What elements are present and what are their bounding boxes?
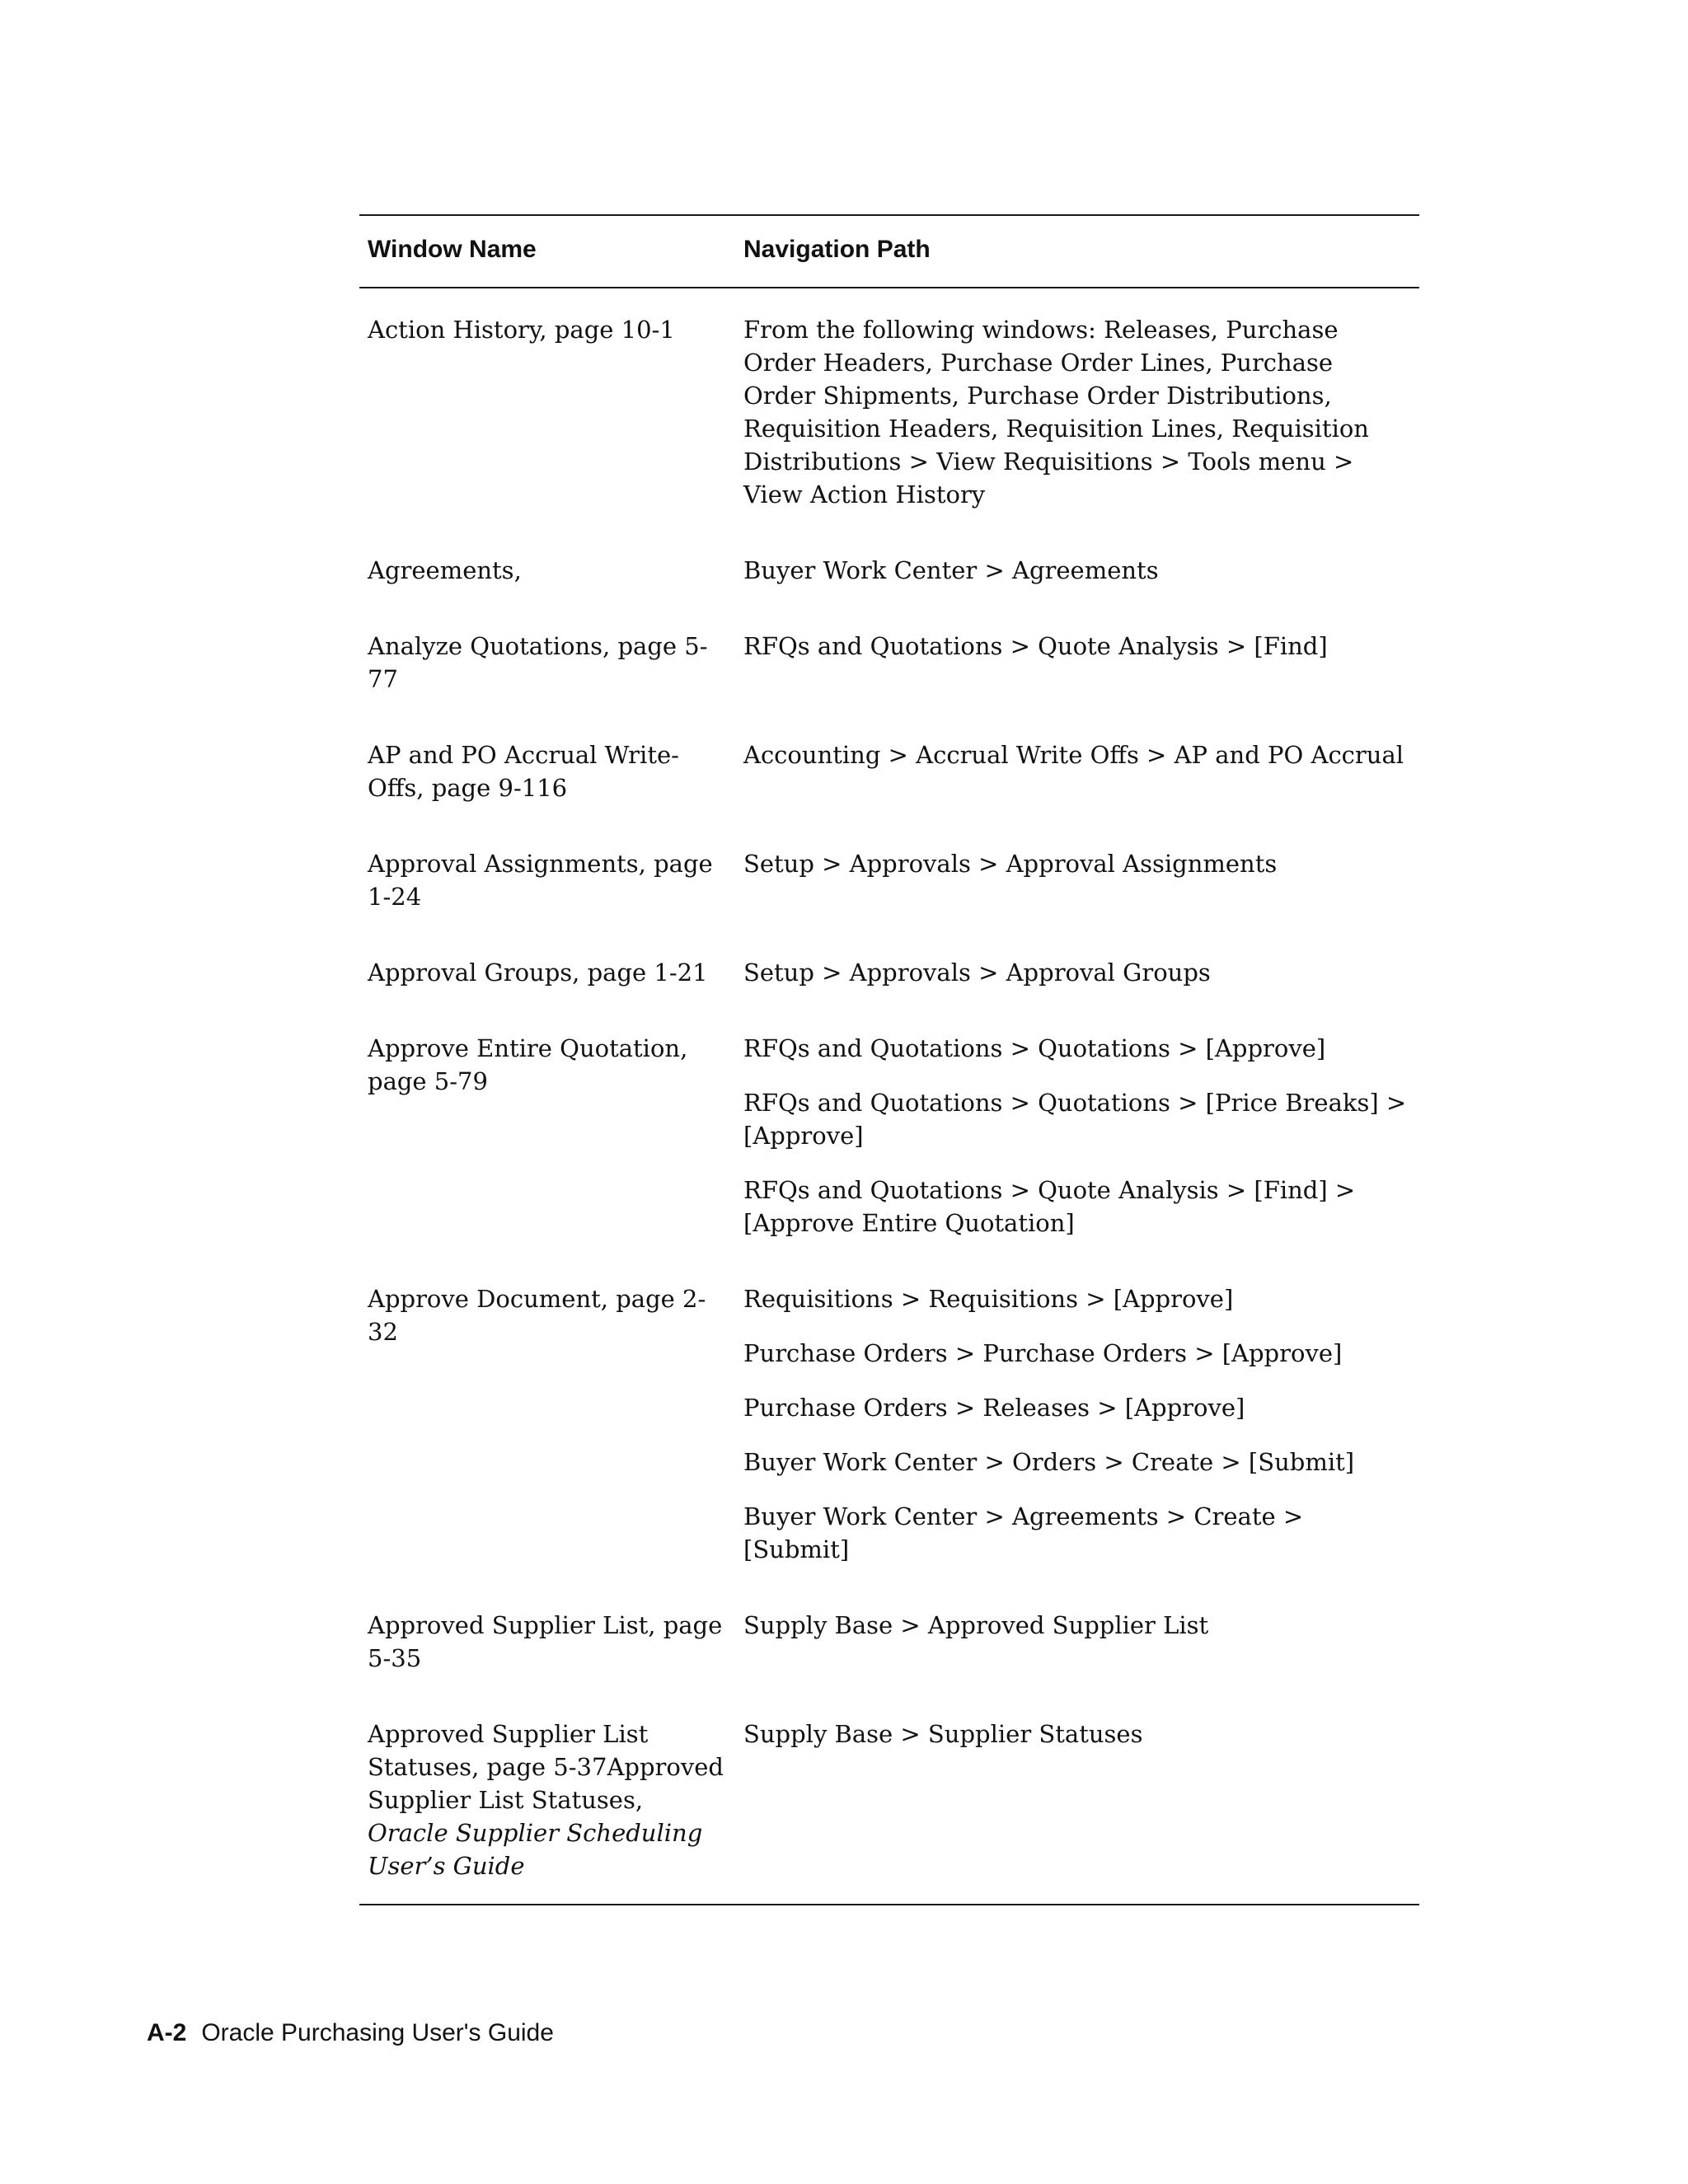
navigation-path: Buyer Work Center > Agreements — [743, 556, 1159, 584]
navigation-path-cell — [735, 935, 1419, 1010]
window-name-cell: AP and PO Accrual Write-Offs, page 9-116 — [368, 741, 679, 802]
window-name-cell: Approval Groups, page 1-21 — [368, 958, 708, 987]
guide-title: Oracle Purchasing User's Guide — [201, 2019, 554, 2046]
navigation-path: Setup > Approvals > Approval Groups — [743, 958, 1211, 987]
table-row — [359, 288, 1419, 532]
navigation-path-cell — [735, 1696, 1419, 1905]
window-name-cell: Agreements, — [368, 556, 522, 584]
table-row — [359, 717, 1419, 826]
header-row — [359, 215, 1419, 288]
table-row — [359, 1010, 1419, 1261]
navigation-path: Accounting > Accrual Write Offs > AP and PO Accrual — [743, 741, 1404, 769]
table-row — [359, 935, 1419, 1010]
navigation-path: Supply Base > Approved Supplier List — [743, 1611, 1209, 1639]
navigation-path: Purchase Orders > Purchase Orders > [Approve] — [743, 1339, 1343, 1367]
navigation-table — [359, 214, 1419, 1905]
header-navigation-path: Navigation Path — [743, 236, 931, 263]
window-name-cell: Approve Document, page 2-32 — [368, 1285, 706, 1346]
navigation-path-cell — [735, 608, 1419, 717]
window-name-cell: Action History, page 10-1 — [368, 316, 675, 344]
navigation-path: Buyer Work Center > Orders > Create > [Submit] — [743, 1448, 1355, 1476]
window-name-cell — [359, 1696, 735, 1905]
header-window-name: Window Name — [368, 236, 537, 263]
navigation-path: RFQs and Quotations > Quote Analysis > [Find] > [Approve Entire Quotation] — [743, 1176, 1356, 1237]
navigation-path: Setup > Approvals > Approval Assignments — [743, 850, 1278, 878]
navigation-path: Supply Base > Supplier Statuses — [743, 1720, 1143, 1748]
window-name-cell: Approval Assignments, page 1-24 — [368, 850, 713, 911]
table-row — [359, 1587, 1419, 1696]
navigation-path: Requisitions > Requisitions > [Approve] — [743, 1285, 1234, 1313]
navigation-path: RFQs and Quotations > Quotations > [Price Breaks] > [Approve] — [743, 1089, 1407, 1150]
navigation-path: Purchase Orders > Releases > [Approve] — [743, 1394, 1245, 1422]
navigation-path: RFQs and Quotations > Quotations > [Approve] — [743, 1034, 1326, 1062]
window-name-cell: Analyze Quotations, page 5-77 — [368, 632, 708, 693]
navigation-path-cell — [735, 288, 1419, 532]
navigation-path: From the following windows: Releases, Purchase Order Headers, Purchase Order Lines, Purchase Order Shipments, Purchase Order Distributions, Requisition Headers, Requisition Lines, Requisition Distributions > View Requisitions > Tools menu > View Action History — [743, 316, 1369, 509]
window-name-text: Approved Supplier List Statuses, page 5-37Approved Supplier List Statuses, — [368, 1720, 724, 1814]
page-number: A-2 — [147, 2019, 187, 2046]
navigation-path-cell — [735, 1010, 1419, 1261]
navigation-path-cell — [735, 717, 1419, 826]
guide-reference: Oracle Supplier Scheduling User’s Guide — [368, 1819, 703, 1880]
table-body — [359, 288, 1419, 1905]
table-row — [359, 608, 1419, 717]
navigation-path: RFQs and Quotations > Quote Analysis > [Find] — [743, 632, 1328, 660]
table-header — [359, 215, 1419, 288]
navigation-path-cell — [735, 1261, 1419, 1587]
navigation-path-cell — [735, 532, 1419, 608]
window-name-cell: Approved Supplier List, page 5-35 — [368, 1611, 723, 1672]
navigation-path-cell — [735, 1587, 1419, 1696]
table-row — [359, 1261, 1419, 1587]
table-row — [359, 826, 1419, 935]
navigation-path-cell — [735, 826, 1419, 935]
page-footer — [147, 2019, 554, 2047]
navigation-path: Buyer Work Center > Agreements > Create > [Submit] — [743, 1502, 1304, 1563]
table-row — [359, 1696, 1419, 1905]
table-row — [359, 532, 1419, 608]
window-name-cell: Approve Entire Quotation, page 5-79 — [368, 1034, 688, 1095]
